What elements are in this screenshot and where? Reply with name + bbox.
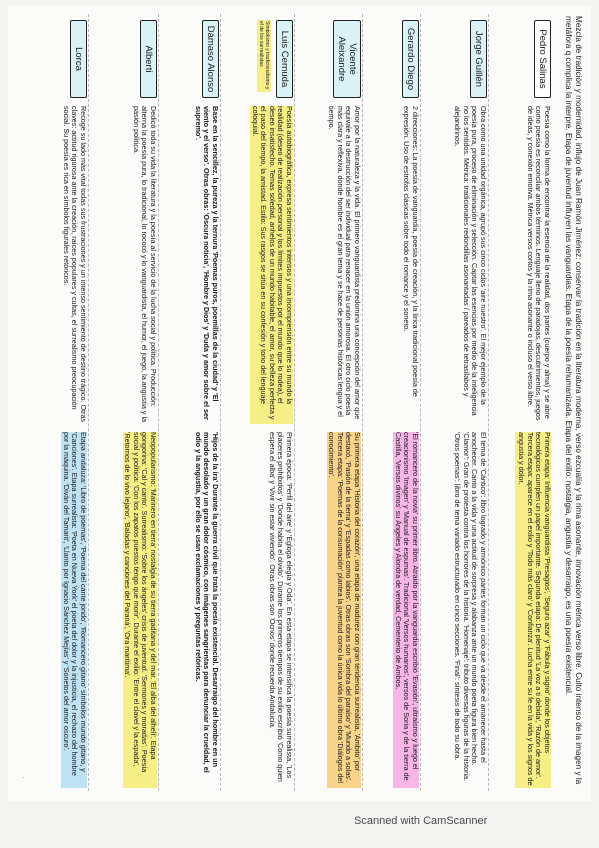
poet-characteristics: Amor por la naturaleza y la vida. El primero vanguardista predomina una concepción del amor que equivale a la destrucción del ser individual para renacer en la unión amorosa. El otro ciclo poesía más clara y reflexiva, donde hombre es el gran tema y se hace de personas históricas lengua y el tiempo. bbox=[327, 106, 362, 420]
scanner-watermark: Scanned with CamScanner bbox=[354, 815, 488, 827]
poet-name-box: Alberti bbox=[140, 20, 157, 98]
poet-characteristics: Poesía como la forma de encontrar la esencia de la realidad, dos partes (cuerpo y alma) y se abre como poesía es reconciliar ambos términos. Lenguaje lleno de paradojas, descubrimientos, juegos de ideas, y conexión emotiva. Métrica versos cortos y la rima asonante o incluso el verso libre. bbox=[525, 106, 552, 421]
poet-characteristics: Obra como una unidad orgánica, agrupó sus cinco ciclos 'aire nuestro'. El mejor ejemplo de la poesía pura, proceso de eliminación y selección. Captar las esencias por medio de la inteligencia no los sentidos. Métrica: tradicionales redondillas asonantadas / pareados de tetrasílabos y alejandrinos. bbox=[453, 106, 488, 416]
poet-name-box: Vicente Aleixandre bbox=[333, 20, 361, 98]
poet-works: El tema de 'Cántico': libro logrado y armónico partes forman un ciclo que va desde el amanecer hasta el anochecer. Canto a la vida y una actitud de sorpresa y alabanza ante un mundo poeta figura bien hecho. 'Clamor': Gran de protesta contra los horrores de la historia. 'Homenaje': tributo diversas figuras de la historia. 'Otros poemas': libro de tema variado estructurado en cinco secciones. 'Final': síntesis de todo su obra. bbox=[453, 432, 488, 782]
pen-mark: · bbox=[22, 772, 25, 782]
poet-characteristics: Dedicó toda su vida la literatura y la poesía al servicio de la lucha social y política. Producción: alterna la poesía pura, lo tradicional, lo rococó y lo vanguardista, el humor, el juego, la angustia y la pasión política. bbox=[131, 106, 158, 423]
rotated-content bbox=[8, 6, 591, 801]
poet-name-box: Dámaso Alonso bbox=[202, 20, 219, 98]
poet-name-box: Pedro Salinas bbox=[534, 20, 551, 98]
poet-name-box: Jorge Guillén bbox=[470, 20, 487, 98]
poet-works: Primera etapa: Influencia vanguardista 'Presagios', 'Seguro azar' y 'Fábula y signo' donde los objetos tecnológicos cumplen un papel importante. Segunda etapa: De plenitud 'La voz a ti debida', 'Razón de amor'. Tercera etapa: aparece en el exilio y 'Todo más claro' y 'Confianza'. Lucha entre su fe en la vida y los signos de angustia y dolor. bbox=[515, 432, 551, 788]
poet-characteristics: Recoge su lado más vital todas sus frustraciones y un intenso sentimiento de destino trágico. Otras claves: actitud rigurosa ante la creación, raíces populares y cultas, el surrealismo preocupación social. Su poesía es rica en símbolos figurales retóricos. bbox=[61, 106, 88, 423]
poet-name-box: Luis Cernuda bbox=[276, 20, 293, 98]
row-luis-cernuda bbox=[220, 14, 293, 791]
poet-name-box: Gerardo Diego bbox=[402, 20, 419, 98]
row-jorge-guillen bbox=[420, 14, 487, 791]
poet-works: 'Hijos de la ira' Durante la guerra civil que trata la poesía existencial. Desarraigo del hombre en un mundo desolado y un gran dolor cósmico, con imágenes sangrientas para denunciar la crueldad, el odio y la angustia, por ello se usan exclamaciones y preguntas retóricas. bbox=[193, 432, 220, 773]
poet-characteristics: Base en la sencillez, la pureza y la ternura 'Poemas puros, poemillas de la ciudad' y 'El viento y el verso'. Otras obras: 'Oscura noticia', 'Hombre y Dios' y 'Duda y amor sobre el ser supremo'. bbox=[193, 106, 220, 420]
row-damaso-alonso bbox=[158, 14, 219, 791]
poet-characteristics: 2 direcciones: La poesía de vanguardia, poesía de creación, y la lírica tradicional poesía de expresión. Uso de estrofas clásicas sobre todo el romance y el soneto. bbox=[402, 106, 420, 397]
poet-works: Su primera etapa 'Historia del corazón', una etapa de madurez con gran tendencia surrealista, 'Ámbito' por destacó, 'Pasión de la tierra' y 'Espadas como labios'. Otras obras son 'Sombra del paraíso' y 'Mundo a solas'. Tercera etapa: 'Poemas de la consumación' plantea la juventud como la única vida lo último obra 'Diálogos del conocimiento'. bbox=[325, 432, 361, 788]
row-gerardo-diego bbox=[362, 14, 419, 791]
poet-works: Primera época: 'Perfil del aire' y 'Égloga elegía y Oda'. En esta etapa se intensifica la poesía surrealista, 'Los placeres prohibidos' y 'Donde habita el olvido'. Durante los primeros tiempos de su exilio escribió 'Como quien espera el alba' y 'Vivir sin estar viviendo'. Otras obras son 'Ocnos' donde recuerda Andalucía. bbox=[267, 432, 294, 782]
margin-note: Simbolismo y tradicionalismo y el de los surrealistas bbox=[257, 20, 271, 92]
poet-works: Etapa andaluza: 'Libro de poemas', 'Poema del cante jondo', 'Romancero gitano' símbolos mundo gitano, y 'Canciones'. Etapa surrealista: 'Poeta en Nueva York' el poeta del dolor y la injusticia, el rechazo del hombre por la máquina. 'Diván del Tamarit', 'Llanto por Ignacio Sánchez Mejías' y 'Sonetos del amor oscuro'. bbox=[59, 432, 87, 788]
poet-works: Neopopularismo: 'Marinero en tierra' nostalgia de su tierra gaditana y del mar. 'El alba del alhelí'. Etapa gongorina: 'Cal y canto'. Surrealismo: 'Sobre los ángeles' crisis de juventud. 'Sermones y moradas'. Poesía social y política: 'Con los zapatos puestos tengo que morir'. Durante el exilio: 'Entre el clavel y la espada', 'Retornos de lo vivo lejano', 'Baladas y canciones del Paraná', 'Ora marítima'. bbox=[121, 432, 157, 788]
row-pedro-salinas bbox=[488, 14, 551, 791]
poet-characteristics: Poesía autobiográfica, expresa sentimientos intensos y una incomprensión entre su mundo la realidad (deseo de realización personal y los límites impuestos por el mundo que lo rodea), el deseo insatisfecho. Temas soledad, anhelos de un mundo habitable, el amor, su belleza perfecta y el paso del tiempo, la amistad. Estilo: Sus rasgos se sitúa en su confesión y tono del lenguaje coloquial. bbox=[248, 106, 293, 424]
row-alberti bbox=[88, 14, 157, 791]
scanned-page bbox=[8, 6, 591, 801]
poet-works: 'El romancero de la novia' su primer libro. Atraído por la vanguardia escribió 'Evasión', ultraísmo y luego el creacionismo 'Imagen' y 'Manual de espumas'. Tradicional 'Versos humanos', versos de Soria y de la tierra de Castilla, 'Versos divinos' su Ángeles y Alondra de verdad, Cementerio de Ambos. bbox=[391, 432, 419, 788]
row-vicente-aleixandre bbox=[294, 14, 361, 791]
poet-name-box: Lorca bbox=[70, 20, 87, 98]
intro-paragraph: Mezcla de tradición y modernidad, influjo de Juan Ramón Jiménez: conservar la tradición en la literatura moderna, verso ezcualía y la rima asonante, innovación métrica verso libre. Culto intenso de la imagen y la metáfora q complica la interpre. Etapa de juventud influyen las vanguardias. Etapa de la poesía rehumanizada. Etapa del exilio: nostalgia, angustia y desarraigo, es una poesía existencial. bbox=[564, 16, 583, 785]
row-lorca bbox=[17, 14, 87, 791]
